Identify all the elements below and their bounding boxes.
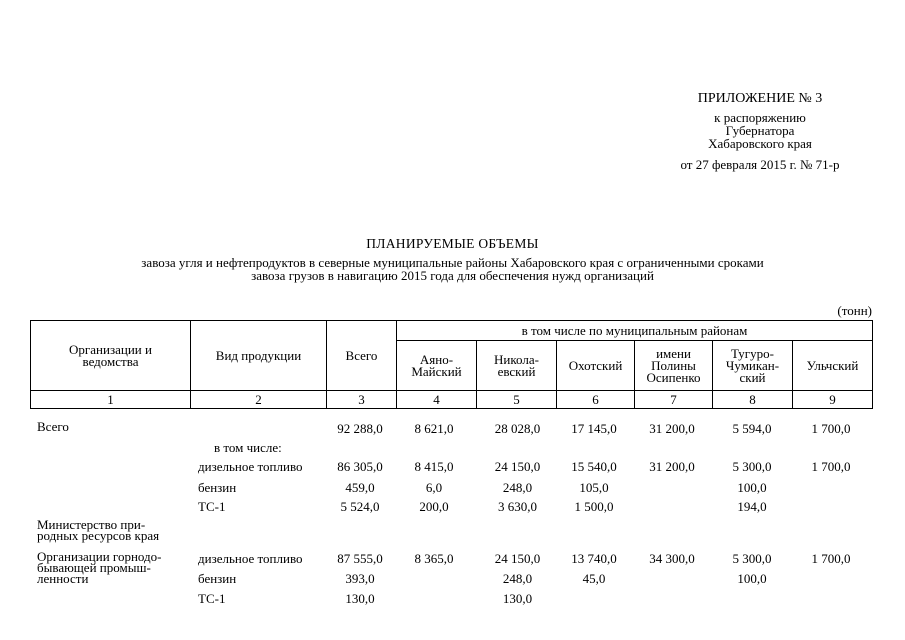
table-row	[0, 519, 905, 543]
row-value: 8 415,0	[414, 459, 454, 474]
row-value: 100,0	[737, 571, 767, 586]
row-value: 87 555,0	[337, 551, 383, 566]
row-value: 459,0	[345, 480, 375, 495]
row-value: 24 150,0	[494, 459, 541, 474]
row-org: Всего	[37, 419, 69, 434]
subtitle-line: завоза грузов в навигацию 2015 года для обеспечения нужд организаций	[251, 268, 654, 283]
row-value: 200,0	[419, 499, 449, 514]
row-value: 34 300,0	[649, 551, 695, 566]
header-org: Организации и ведомства	[31, 321, 191, 391]
row-value: 1 700,0	[811, 421, 851, 436]
column-number: 7	[635, 391, 713, 409]
row-org-line: ленности	[37, 571, 89, 586]
row-product: бензин	[198, 480, 237, 495]
table-row	[0, 459, 905, 477]
header-total: Всего	[327, 321, 397, 391]
row-value: 130,0	[345, 591, 375, 606]
row-value: 31 200,0	[649, 421, 695, 436]
document-subtitle	[60, 256, 845, 282]
header-district: Аяно-Майский	[397, 341, 477, 391]
column-number: 3	[327, 391, 397, 409]
row-product: дизельное топливо	[198, 551, 303, 566]
row-value: 5 300,0	[732, 551, 772, 566]
row-value: 5 594,0	[732, 421, 772, 436]
table-header	[30, 320, 873, 409]
row-value: 28 028,0	[494, 421, 541, 436]
row-org-line: родных ресурсов края	[37, 528, 160, 543]
row-value: 1 700,0	[811, 459, 851, 474]
row-value: 5 524,0	[340, 499, 380, 514]
row-org-line: Министерство при-	[37, 517, 146, 532]
row-value: 1 700,0	[811, 551, 851, 566]
row-org-line: бывающей промыш-	[37, 560, 151, 575]
header-district-group: в том числе по муниципальным районам	[397, 321, 873, 341]
row-value: 5 300,0	[732, 459, 772, 474]
header-district: Ульчский	[793, 341, 873, 391]
row-value: 31 200,0	[649, 459, 695, 474]
table-row	[0, 571, 905, 589]
unit-note: (тонн)	[837, 303, 872, 318]
column-number: 8	[713, 391, 793, 409]
table-row	[0, 499, 905, 517]
column-number: 6	[557, 391, 635, 409]
row-org	[37, 519, 187, 541]
appendix-line: Хабаровского края	[708, 136, 812, 151]
header-district: Охотский	[557, 341, 635, 391]
row-value: 24 150,0	[494, 551, 541, 566]
table-row	[0, 440, 905, 458]
row-value: 3 630,0	[498, 499, 537, 514]
row-org-line: Организации горнодо-	[37, 549, 162, 564]
column-number: 1	[31, 391, 191, 409]
row-value: 1 500,0	[574, 499, 614, 514]
row-value: 194,0	[737, 499, 767, 514]
row-value: 393,0	[345, 571, 375, 586]
row-value: 100,0	[737, 480, 767, 495]
row-value: 17 145,0	[571, 421, 617, 436]
appendix-title: ПРИЛОЖЕНИЕ № 3	[697, 91, 823, 106]
appendix-line: Губернатора	[725, 123, 795, 138]
appendix-line: к распоряжению	[714, 110, 806, 125]
row-value: 8 621,0	[414, 421, 454, 436]
row-product: ТС-1	[198, 591, 226, 606]
appendix-date: от 27 февраля 2015 г. № 71-р	[680, 157, 840, 172]
header-district: Никола-евский	[477, 341, 557, 391]
row-value: 130,0	[502, 591, 533, 606]
header-district: Тугуро-Чумикан-ский	[713, 341, 793, 391]
row-value: 248,0	[502, 480, 533, 495]
subtitle-line: завоза угля и нефтепродуктов в северные муниципальные районы Хабаровского края с ограниченными сроками	[141, 255, 764, 270]
column-number: 9	[793, 391, 873, 409]
row-value: 105,0	[579, 480, 609, 495]
row-value: 13 740,0	[571, 551, 617, 566]
column-number: 4	[397, 391, 477, 409]
row-value: 248,0	[502, 571, 533, 586]
row-value: 86 305,0	[337, 459, 383, 474]
header-district: имени Полины Осипенко	[635, 341, 713, 391]
appendix-block	[640, 92, 880, 171]
row-product: в том числе:	[214, 440, 282, 455]
row-value: 92 288,0	[337, 421, 383, 436]
table-row	[0, 591, 905, 609]
row-product: бензин	[198, 571, 237, 586]
row-value: 6,0	[425, 480, 443, 495]
row-value: 15 540,0	[571, 459, 617, 474]
table-row	[0, 480, 905, 498]
column-number: 2	[191, 391, 327, 409]
document-title: ПЛАНИРУЕМЫЕ ОБЪЕМЫ	[366, 236, 539, 251]
table-row	[0, 421, 905, 439]
row-product: ТС-1	[198, 499, 226, 514]
header-product: Вид продукции	[191, 321, 327, 391]
row-value: 45,0	[582, 571, 606, 586]
row-value: 8 365,0	[414, 551, 454, 566]
row-product: дизельное топливо	[198, 459, 303, 474]
column-number: 5	[477, 391, 557, 409]
